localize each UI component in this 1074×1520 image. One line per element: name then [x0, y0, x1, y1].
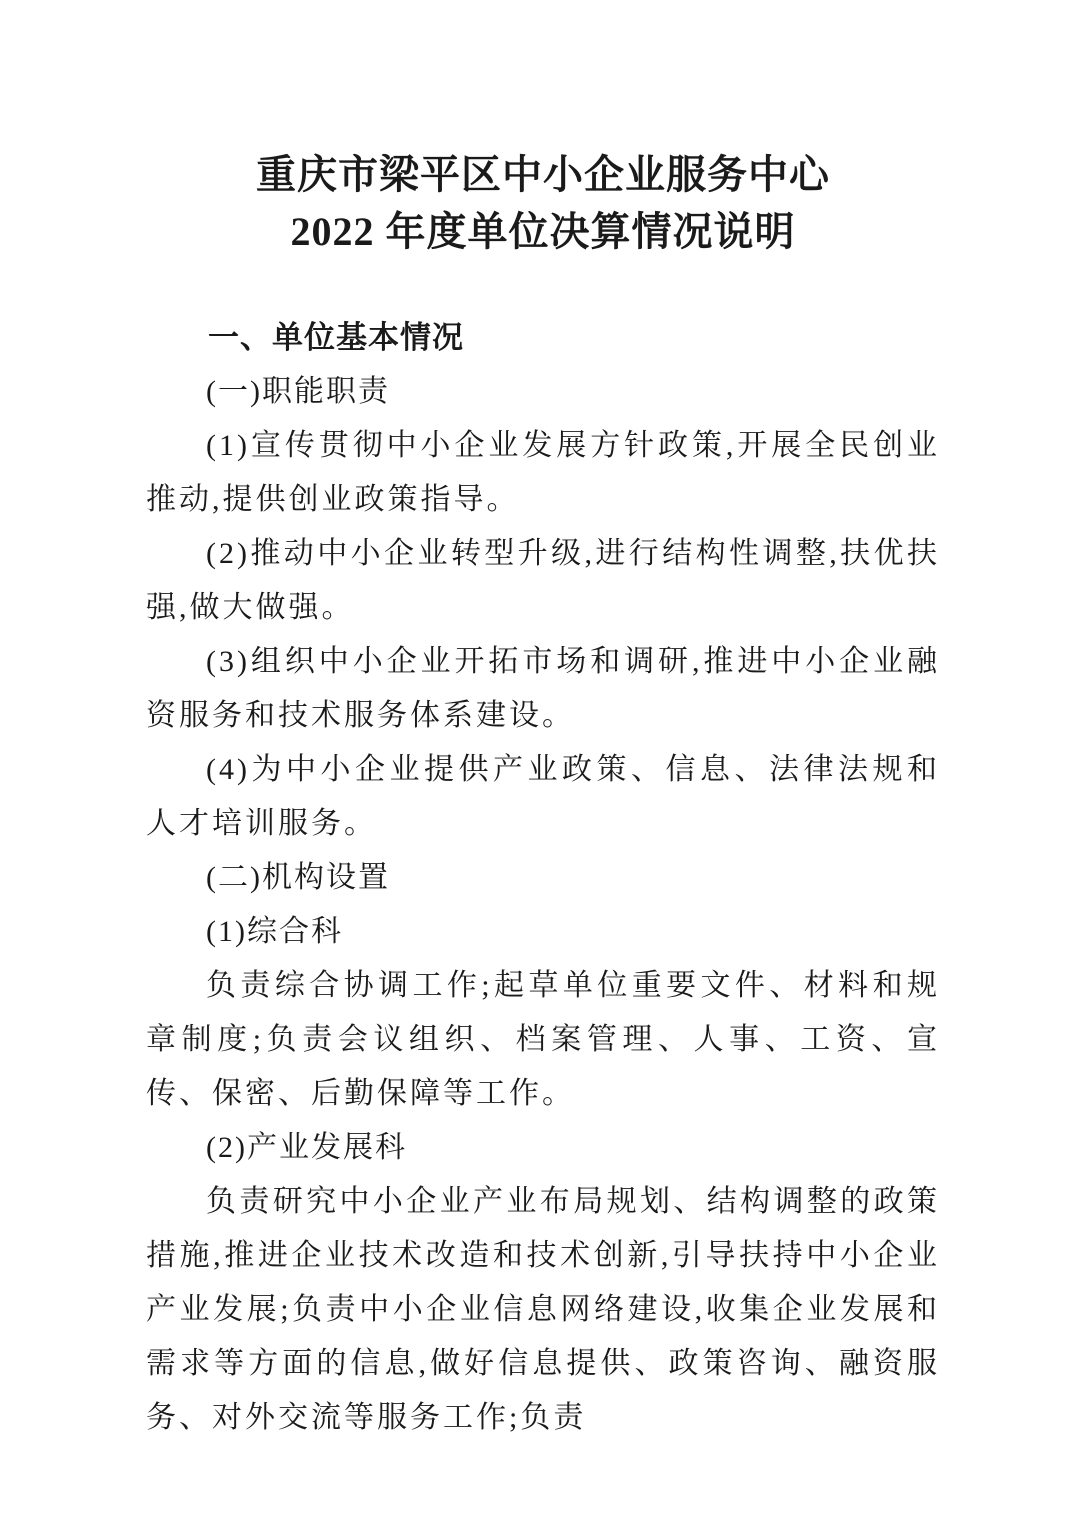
paragraph-duty-2: (2)推动中小企业转型升级,进行结构性调整,扶优扶强,做大做强。: [146, 537, 940, 624]
paragraph-duty-3: (3)组织中小企业开拓市场和调研,推进中小企业融资服务和技术服务体系建设。: [146, 645, 940, 732]
subheading-industry-dev-section: (2)产业发展科: [206, 1131, 407, 1164]
paragraph-duty-1: (1)宣传贯彻中小企业发展方针政策,开展全民创业推动,提供创业政策指导。: [146, 429, 940, 516]
document-title: [146, 146, 940, 260]
subheading-general-section: (1)综合科: [206, 915, 343, 948]
title-line-2: 2022 年度单位决算情况说明: [290, 209, 796, 254]
document-body: [146, 311, 940, 1445]
subheading-org-structure: (二)机构设置: [206, 861, 390, 894]
subheading-duties: (一)职能职责: [206, 375, 390, 408]
title-line-1: 重庆市梁平区中小企业服务中心: [256, 152, 830, 197]
paragraph-duty-4: (4)为中小企业提供产业政策、信息、法律法规和人才培训服务。: [146, 753, 940, 840]
paragraph-industry-dev-duties: 负责研究中小企业产业布局规划、结构调整的政策措施,推进企业技术改造和技术创新,引导扶持中小企业产业发展;负责中小企业信息网络建设,收集企业发展和需求等方面的信息,做好信息提供、政策咨询、融资服务、对外交流等服务工作;负责: [146, 1185, 940, 1434]
heading-unit-basic-info: 一、单位基本情况: [208, 320, 464, 355]
paragraph-general-section-duties: 负责综合协调工作;起草单位重要文件、材料和规章制度;负责会议组织、档案管理、人事、工资、宣传、保密、后勤保障等工作。: [146, 969, 940, 1110]
